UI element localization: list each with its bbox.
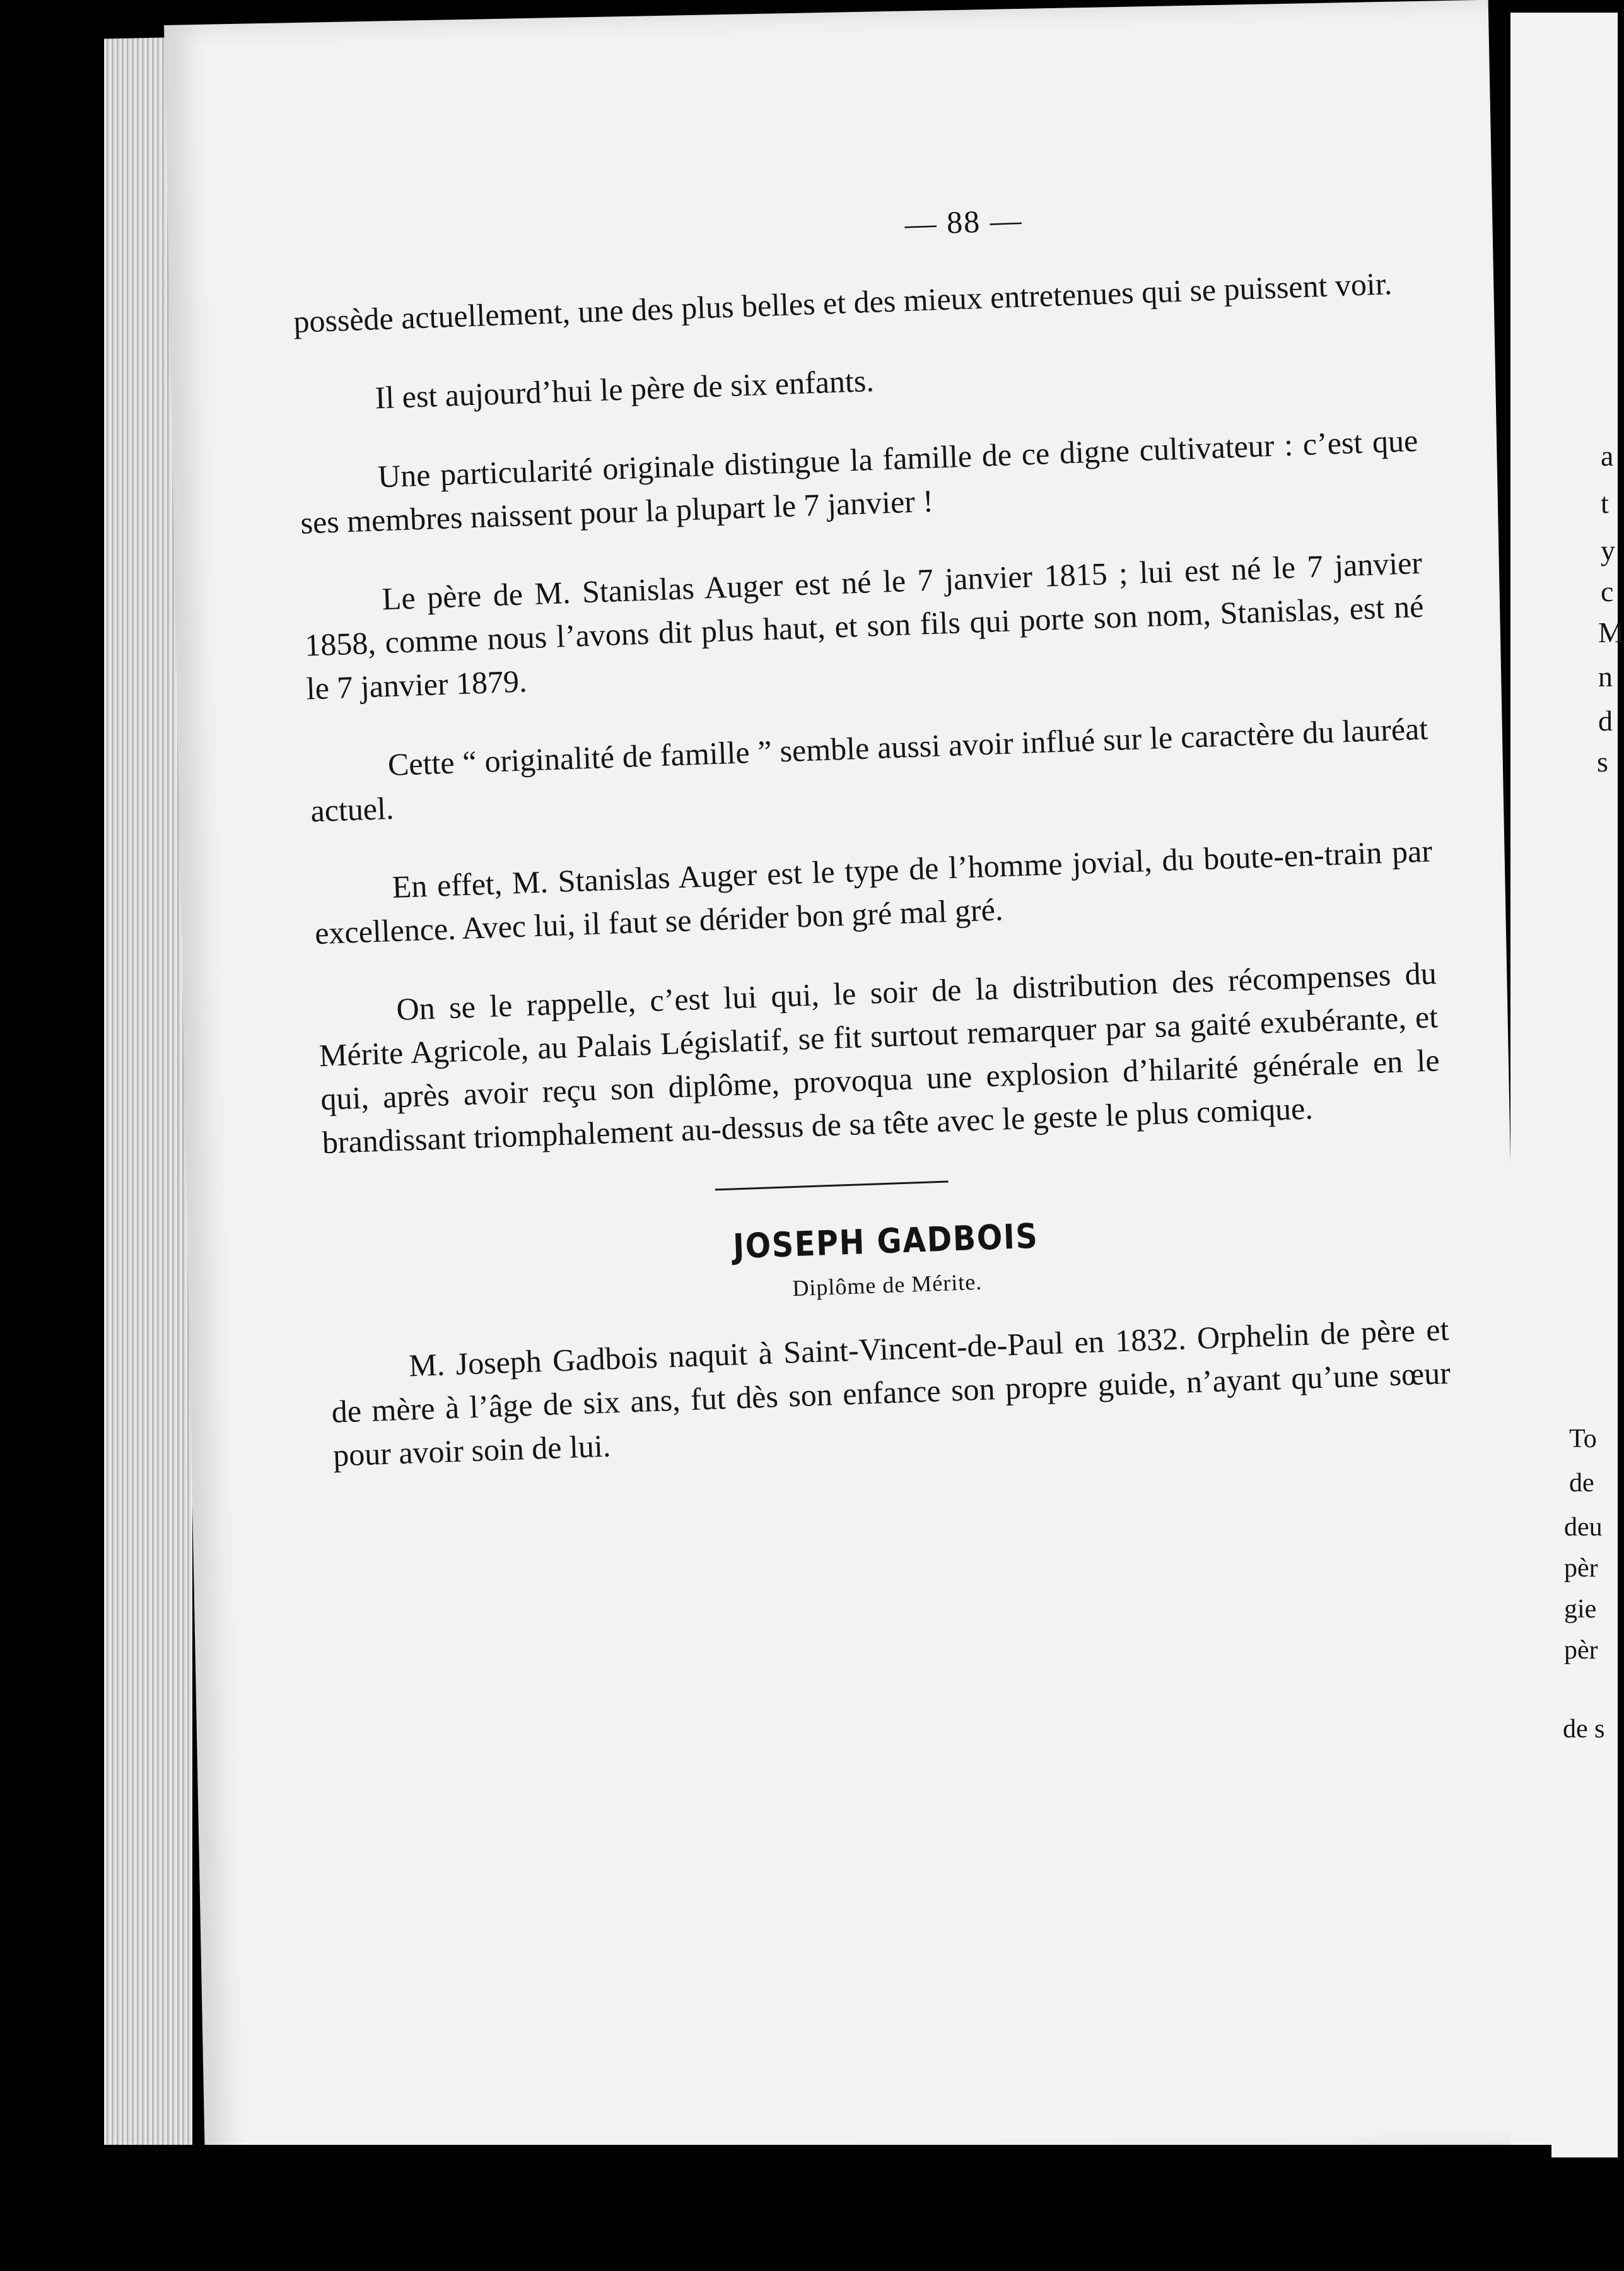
section-subtitle: Diplôme de Mérite. xyxy=(792,1269,983,1301)
paragraph: Une particularité originale distingue la famille de ce digne cultivateur : c’est que ses membres naissent pour la plupart le 7 janvier ! xyxy=(300,422,1419,541)
page-number: — 88 — xyxy=(904,202,1024,242)
fragment-letter: s xyxy=(1597,746,1608,778)
paragraph: Il est aujourd’hui le père de six enfants. xyxy=(374,362,875,416)
fragment-word: de s xyxy=(1563,1715,1605,1744)
fragment-word: pèr xyxy=(1564,1554,1598,1583)
section-divider xyxy=(715,1181,949,1191)
fragment-letter: n xyxy=(1598,660,1613,693)
fragment-word: pèr xyxy=(1564,1636,1598,1665)
fragment-letter: d xyxy=(1598,705,1613,737)
fragment-letter: a xyxy=(1601,440,1614,472)
fragment-word: de xyxy=(1569,1469,1594,1498)
fragment-word: gie xyxy=(1564,1595,1597,1624)
section-title: JOSEPH GADBOIS xyxy=(732,1216,1039,1267)
paragraph: En effet, M. Stanislas Auger est le type de l’homme jovial, du boute-en-train par excellence. Avec lui, il faut se dérider bon gré mal gré. xyxy=(314,833,1433,951)
page-text-block xyxy=(290,185,1454,1513)
paragraph: On se le rappelle, c’est lui qui, le soir de la distribution des récompenses du Mérite Agricole, au Palais Législatif, se fit surtout remarquer par sa gaité exubérante, et qui, après avoir reçu son diplôme, provoqua une explosion d’hilarité générale en le brandissant triomphalement au-dessus de sa tête avec le geste le plus comique. xyxy=(318,955,1440,1161)
fragment-word: To xyxy=(1569,1424,1597,1453)
fragment-letter: y xyxy=(1601,534,1615,566)
paragraph: Le père de M. Stanislas Auger est né le 7 janvier 1815 ; lui est né le 7 janvier 1858, comme nous l’avons dit plus haut, et son fils qui porte son nom, Stanislas, est né le 7 janvier 1879. xyxy=(304,544,1425,707)
fragment-letter: t xyxy=(1601,487,1609,519)
fragment-letter: c xyxy=(1601,575,1614,607)
paragraph: M. Joseph Gadbois naquit à Saint-Vincent-de-Paul en 1832. Orphelin de père et de mère à l’âge de six ans, fut dès son enfance son propre guide, n’ayant qu’une sœur pour avoir soin de lui. xyxy=(330,1311,1451,1473)
facing-page-text-fragments xyxy=(1563,0,1624,2266)
paragraph: possède actuellement, une des plus belles et des mieux entretenues qui se puissent voir. xyxy=(293,266,1393,339)
fragment-letter: M xyxy=(1598,616,1624,648)
paragraph: Cette “ originalité de famille ” semble aussi avoir influé sur le caractère du lauréat actuel. xyxy=(310,710,1428,829)
fragment-word: deu xyxy=(1564,1513,1603,1542)
scan-bottom-border xyxy=(101,2145,1551,2271)
